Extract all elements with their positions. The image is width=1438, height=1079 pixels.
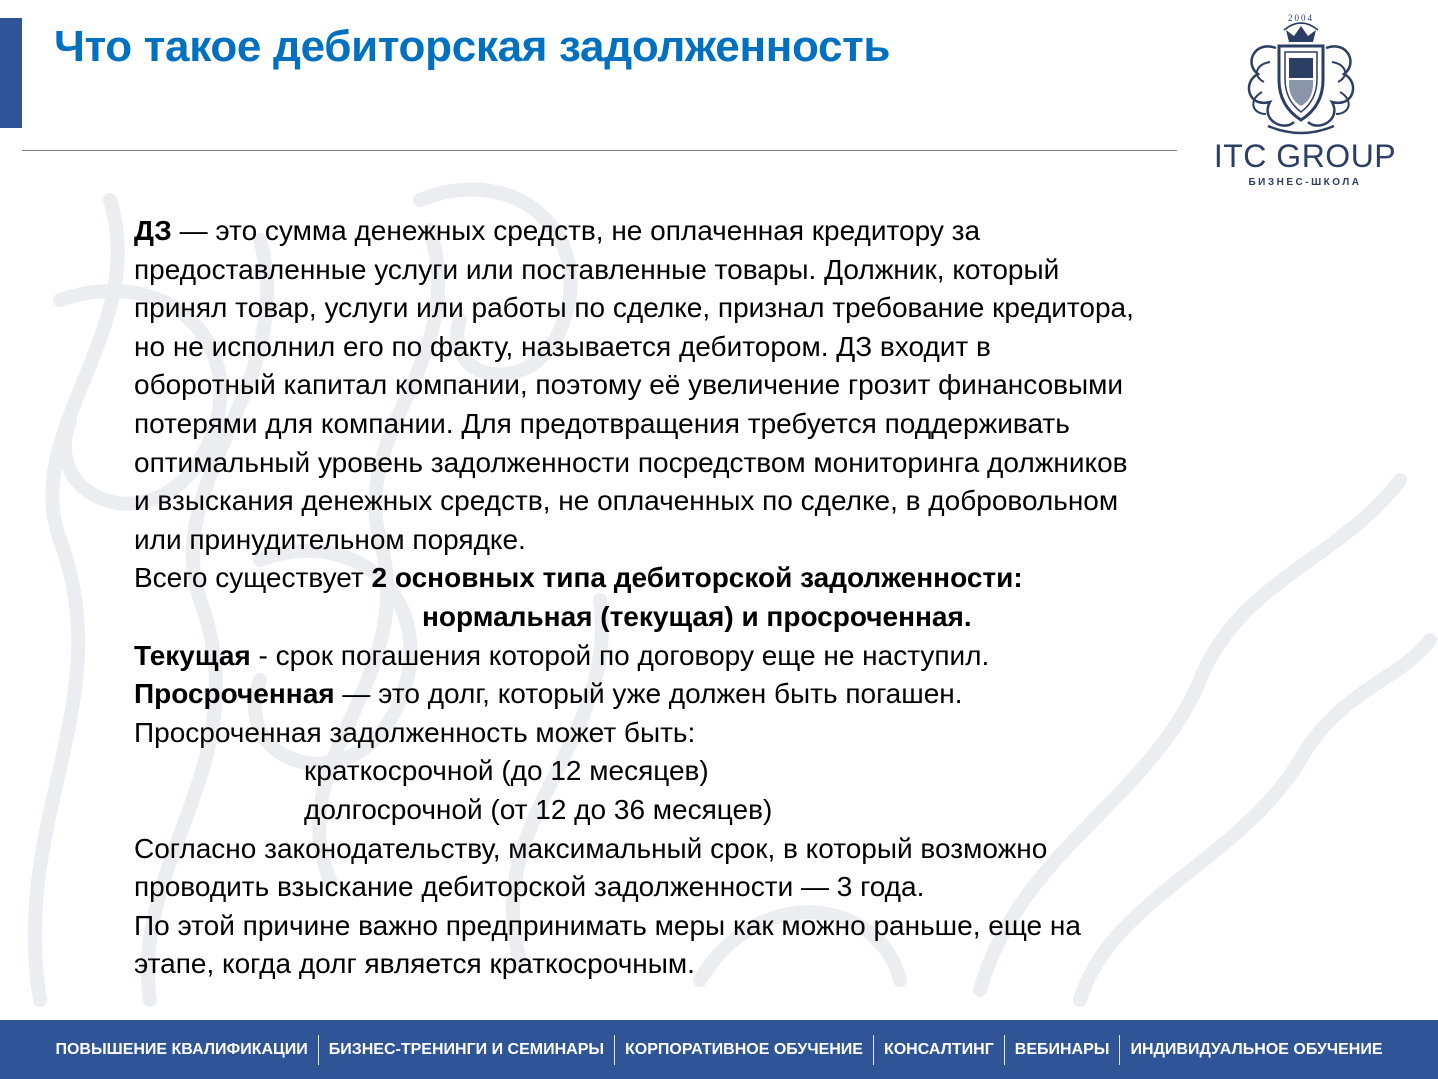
advice-line: По этой причине важно предпринимать меры как можно раньше, еще на [134, 909, 1081, 941]
crest-emblem-icon [1226, 8, 1376, 140]
logo-name: ITC GROUP [1213, 138, 1397, 174]
definition-line: принял товар, услуги или работы по сделке, признал требование кредитора, [134, 292, 1134, 324]
definition-text: — это сумма денежных средств, не оплаченная кредитору за [171, 215, 981, 246]
page-title: Что такое дебиторская задолженность [54, 22, 891, 71]
slide-body [134, 212, 1314, 984]
itc-group-logo [1196, 8, 1414, 198]
overdue-term: Просроченная [134, 678, 335, 710]
overdue-kind: краткосрочной (до 12 месяцев) [304, 755, 709, 787]
overdue-text: — это долг, который уже должен быть погашен. [334, 678, 963, 710]
definition-line: потерями для компании. Для предотвращения требуется поддерживать [134, 407, 1070, 439]
footer-item-qualification: ПОВЫШЕНИЕ КВАЛИФИКАЦИИ [55, 1040, 308, 1058]
logo-year: 2004 [1288, 13, 1314, 23]
definition-line [134, 212, 1314, 251]
footer-item-webinars: ВЕБИНАРЫ [1014, 1040, 1110, 1058]
title-divider [22, 150, 1177, 151]
title-accent-bar [0, 18, 22, 128]
overdue-can-be: Просроченная задолженность может быть: [134, 716, 696, 748]
footer-item-individual: ИНДИВИДУАЛЬНОЕ ОБУЧЕНИЕ [1130, 1040, 1383, 1058]
current-text: - срок погашения которой по договору еще не наступил. [250, 639, 990, 671]
current-definition [134, 637, 1314, 676]
footer-separator [873, 1035, 874, 1065]
definition-line: и взыскания денежных средств, не оплаченных по сделке, в добровольном [134, 485, 1119, 517]
types-line [134, 559, 1314, 598]
definition-line: или принудительном порядке. [134, 523, 526, 555]
definition-line: но не исполнил его по факту, называется дебитором. ДЗ входит в [134, 330, 991, 362]
overdue-definition [134, 675, 1314, 714]
footer-separator [1119, 1035, 1120, 1065]
types-list: нормальная (текущая) и просроченная. [422, 600, 972, 632]
definition-term: ДЗ [134, 215, 172, 246]
definition-line: предоставленные услуги или поставленные товары. Должник, который [134, 253, 1060, 285]
footer-separator [614, 1035, 615, 1065]
law-line: проводить взыскание дебиторской задолженности — 3 года. [134, 871, 925, 903]
definition-line: оптимальный уровень задолженности посредством мониторинга должников [134, 446, 1128, 478]
definition-line: оборотный капитал компании, поэтому её увеличение грозит финансовыми [134, 369, 1124, 401]
footer-item-trainings: БИЗНЕС-ТРЕНИНГИ И СЕМИНАРЫ [328, 1040, 605, 1058]
types-prefix: Всего существует [134, 562, 372, 594]
overdue-kind: долгосрочной (от 12 до 36 месяцев) [304, 793, 773, 825]
footer-bar [0, 1020, 1438, 1079]
current-term: Текущая [134, 639, 251, 671]
law-line: Согласно законодательству, максимальный срок, в который возможно [134, 832, 1048, 864]
footer-separator [1004, 1035, 1005, 1065]
types-line [134, 598, 1314, 637]
logo-subtitle: БИЗНЕС-ШКОЛА [1248, 177, 1362, 188]
footer-item-corporate: КОРПОРАТИВНОЕ ОБУЧЕНИЕ [625, 1040, 863, 1058]
advice-line: этапе, когда долг является краткосрочным. [134, 948, 695, 980]
types-heading: 2 основных типа дебиторской задолженности: [371, 562, 1023, 594]
footer-separator [318, 1035, 319, 1065]
footer-item-consulting: КОНСАЛТИНГ [883, 1040, 994, 1058]
